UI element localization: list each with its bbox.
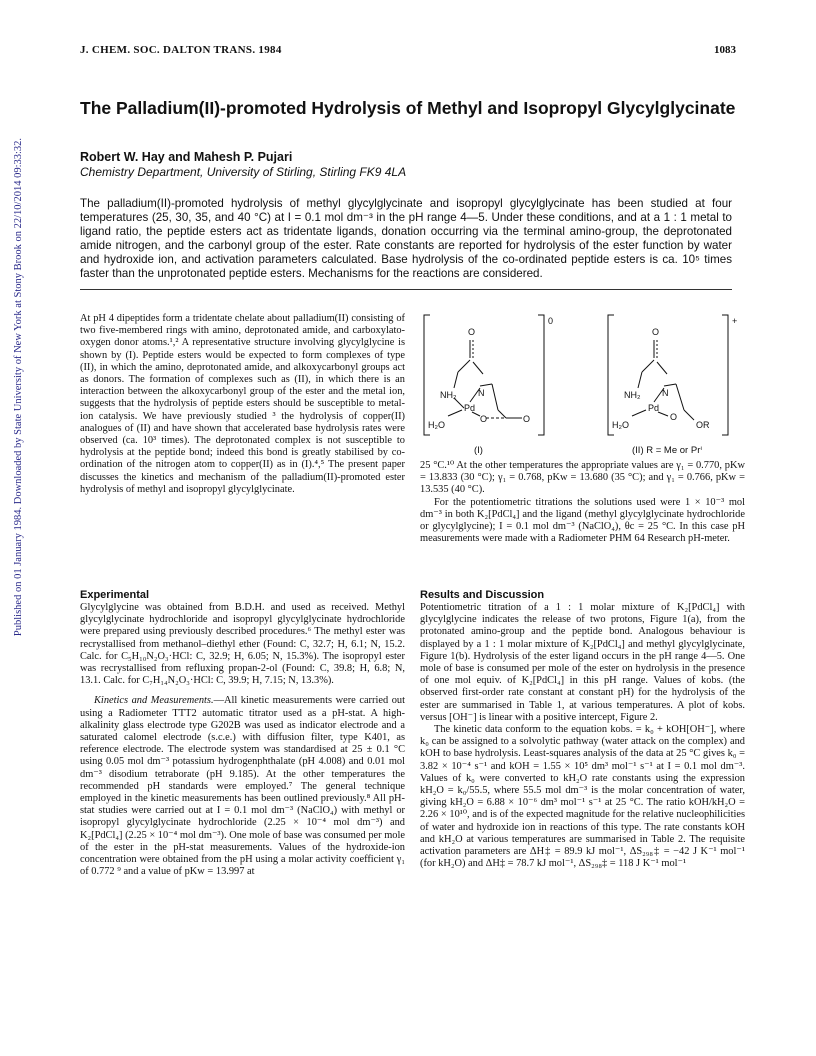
running-head: J. CHEM. SOC. DALTON TRANS. 1984 [80,44,282,56]
nh2-label: NH₂ [440,390,457,400]
experimental-section [80,602,405,878]
charge-I: 0 [548,316,554,326]
pd-label: Pd [464,403,476,413]
introduction [80,313,405,496]
structure-II [608,315,728,435]
results-paragraph-2: The kinetic data conform to the equation kobs. = k₀ + kOH[OH⁻], where k₀ can be assigned to a solvolytic pathway (water attack on the complex) and kOH to base hydrolysis. Least-squares analysis of the data at 25 °C gives k₀ = 3.82 × 10⁻⁴ s⁻¹ and kOH = 1.55 × 10⁵ dm³ mol⁻¹ s⁻¹ at I = 0.1 mol dm⁻³. Values of k₀ were converted to kH₂O rate constants using the expression kH₂O = k₀/55.5, where 55.5 mol dm⁻³ is the molar concentration of water, giving kH₂O = 6.88 × 10⁻⁶ dm³ mol⁻¹ s⁻¹ at 25 °C. The ratio kOH/kH₂O = 2.26 × 10¹⁰, and is of the expected magnitude for the relative nucleophilicities of water and hydroxide ion in reactions of this type. The rate constants kOH and kH₂O at various temperatures are summarised in Table 2. The requisite activation parameters are ΔH‡ = 89.9 kJ mol⁻¹, ΔS₂₉₈‡ = −42 J K⁻¹ mol⁻¹ (for kH₂O) and ΔH‡ = 78.7 kJ mol⁻¹, ΔS₂₉₈‡ = 118 J K⁻¹ mol⁻¹ [420,724,745,870]
abstract: The palladium(II)-promoted hydrolysis of methyl glycylglycinate and isopropyl glycylglycinate has been studied at four temperatures (25, 30, 35, and 40 °C) at I = 0.1 mol dm⁻³ in the pH range 4—5. Under these conditions, and at a 1 : 1 metal to ligand ratio, the peptide esters act as tridentate ligands, donation occurring via the terminal amino-group, the deprotonated amide nitrogen, and the carbonyl group of the ester. Rate constants are reported for hydrolysis of the ester function by water and hydroxide ion, and activation parameters calculated. Base hydrolysis of the co-ordinated peptide esters is ca. 10⁵ times faster than the unprotonated peptide esters. Mechanisms for the reactions are considered. [80,197,732,290]
results-section [420,602,745,870]
nitrogen-label: N [662,388,669,398]
structure-I-label: (I) [474,445,483,456]
structure-diagrams [418,310,748,460]
oxygen-label: O [670,412,678,422]
nitrogen-label: N [478,388,485,398]
right-column-top [420,460,745,545]
experimental-paragraph-2 [80,695,405,878]
kinetics-lead: Kinetics and Measurements. [94,695,214,707]
results-heading: Results and Discussion [420,589,545,601]
page-number: 1083 [714,44,736,56]
experimental-paragraph-1: Glycylglycine was obtained from B.D.H. and used as received. Methyl glycylglycinate hydrochloride and isopropyl glycylglycinate hydrochloride were prepared using previously described procedures.⁶ The methyl ester was recrystallised from methanol–diethyl ether (Found: C, 32.7; H, 6.1; N, 15.2. Calc. for C₅H₁₀N₂O₃·HCl: C, 32.9; H, 6.05; N, 15.3%). The isopropyl ester was recrystallised from refluxing propan-2-ol (Found: C, 39.8; H, 6.8; N, 13.1. Calc. for C₇H₁₄N₂O₃·HCl: C, 39.9; H, 7.15; N, 13.3%). [80,602,405,687]
oxygen-label: O [480,414,488,424]
download-sidebar-note: Published on 01 January 1984. Downloaded by State University of New York at Stony Brook on 22/10/2014 09:33:32. [13,137,24,637]
nh2-label: NH₂ [624,390,641,400]
results-paragraph-1: Potentiometric titration of a 1 : 1 molar mixture of K₂[PdCl₄] with glycylglycine indicates the release of two protons, Figure 1(a), from the protonated amino-group and the peptide bond. Analogous behaviour is displayed by a 1 : 1 molar mixture of K₂[PdCl₄] and methyl glycylglycinate, Figure 1(b). Hydrolysis of the ester ligand occurs in the pH range 4—5. One mole of base is consumed per mole of the ester on hydrolysis in the presence of one mol equiv. of K₂[PdCl₄] in this pH range. Values of kobs. (the observed first-order rate constant at constant pH) for the hydrolysis of the ester are summarised in Table 1, at various temperatures. A plot of kobs. versus [OH⁻] is linear with a positive intercept, Figure 2. [420,602,745,723]
kinetics-text: —All kinetic measurements were carried out using a Radiometer TTT2 automatic titrator used as a pH-stat. A high-alkalinity glass electrode type G202B was used as indicator electrode and a saturated calomel electrode (s.c.e.) with diffusion filter, type K401, as reference electrode. The electrode system was standardised at 25 ± 0.1 °C using 0.05 mol dm⁻³ potassium hydrogenphthalate (pH 4.008) and 0.01 mol dm⁻³ disodium tetraborate (pH 9.185). At the other temperatures the recommended pH standards were employed.⁷ The general technique employed in the kinetic measurements has been outlined previously.⁸ All pH-stat studies were carried out at I = 0.1 mol dm⁻³ (NaClO₄) with methyl or isopropyl glycylglycinate hydrochloride (2.25 × 10⁻⁴ mol dm⁻³) and K₂[PdCl₄] (2.25 × 10⁻⁴ mol dm⁻³). One mole of base was consumed per mole of the ester in the pH-stat measurements. Values of the hydroxide-ion concentration were obtained from the pH using a molar activity coefficient γ₁ of 0.772 ⁹ and a value of pKw = 13.997 at [80,695,405,878]
affiliation: Chemistry Department, University of Stirling, Stirling FK9 4LA [80,165,407,179]
structure-II-label: (II) R = Me or Prⁱ [632,445,703,456]
activity-coefficients-paragraph: 25 °C.¹⁰ At the other temperatures the appropriate values are γ₁ = 0.770, pKw = 13.833 (30 °C); γ₁ = 0.768, pKw = 13.680 (35 °C); and γ₁ = 0.766, pKw = 13.535 (40 °C). [420,460,745,496]
article-title: The Palladium(II)-promoted Hydrolysis of Methyl and Isopropyl Glycylglycinate [80,98,736,118]
pd-label: Pd [648,403,660,413]
intro-paragraph: At pH 4 dipeptides form a tridentate chelate about palladium(II) consisting of two five-membered rings with amino, deprotonated amide, and carboxylato-oxygen donor atoms.¹,² A representative structure involving glycylglycine is shown by (I). Peptide esters would be expected to form complexes of type (II), in which the amino, deprotonated amide, and alkoxycarbonyl groups act as donors. The formation of complexes such as (II), in which there is an interaction between the alkoxycarbonyl group of the ester and the metal ion, suggests that the hydrolysis of peptide esters should be susceptible to metal-ion catalysis. We have previously studied ³ the hydrolysis of copper(II) analogues of (II) and have shown that accelerated base hydrolysis rates were observed (ca. 10³ times). The deprotonated complex is not susceptible to hydrolysis at the peptide bond; indeed this bond is greatly stabilised by co-ordination of the nitrogen atom to copper(II) as in (I).⁴,⁵ The present paper discusses the kinetics and mechanism of the palladium(II)-promoted ester hydrolysis of methyl and isopropyl glycylglycinate. [80,313,405,495]
oxygen-label: O [468,327,476,337]
water-label: H₂O [612,420,629,430]
experimental-heading: Experimental [80,589,150,601]
charge-II: + [732,316,738,326]
oxygen-label: O [652,327,660,337]
oxygen-label: O [523,414,531,424]
water-label: H₂O [428,420,445,430]
authors: Robert W. Hay and Mahesh P. Pujari [80,150,293,164]
potentiometric-paragraph: For the potentiometric titrations the solutions used were 1 × 10⁻³ mol dm⁻³ in both K₂[PdCl₄] and the ligand (methyl glycylglycinate hydrochloride or glycylglycine); I = 0.1 mol dm⁻³ (NaClO₄), θc = 25 °C. In this case pH measurements were made with a Radiometer PHM 64 Research pH-meter. [420,496,745,545]
or-label: OR [696,420,710,430]
